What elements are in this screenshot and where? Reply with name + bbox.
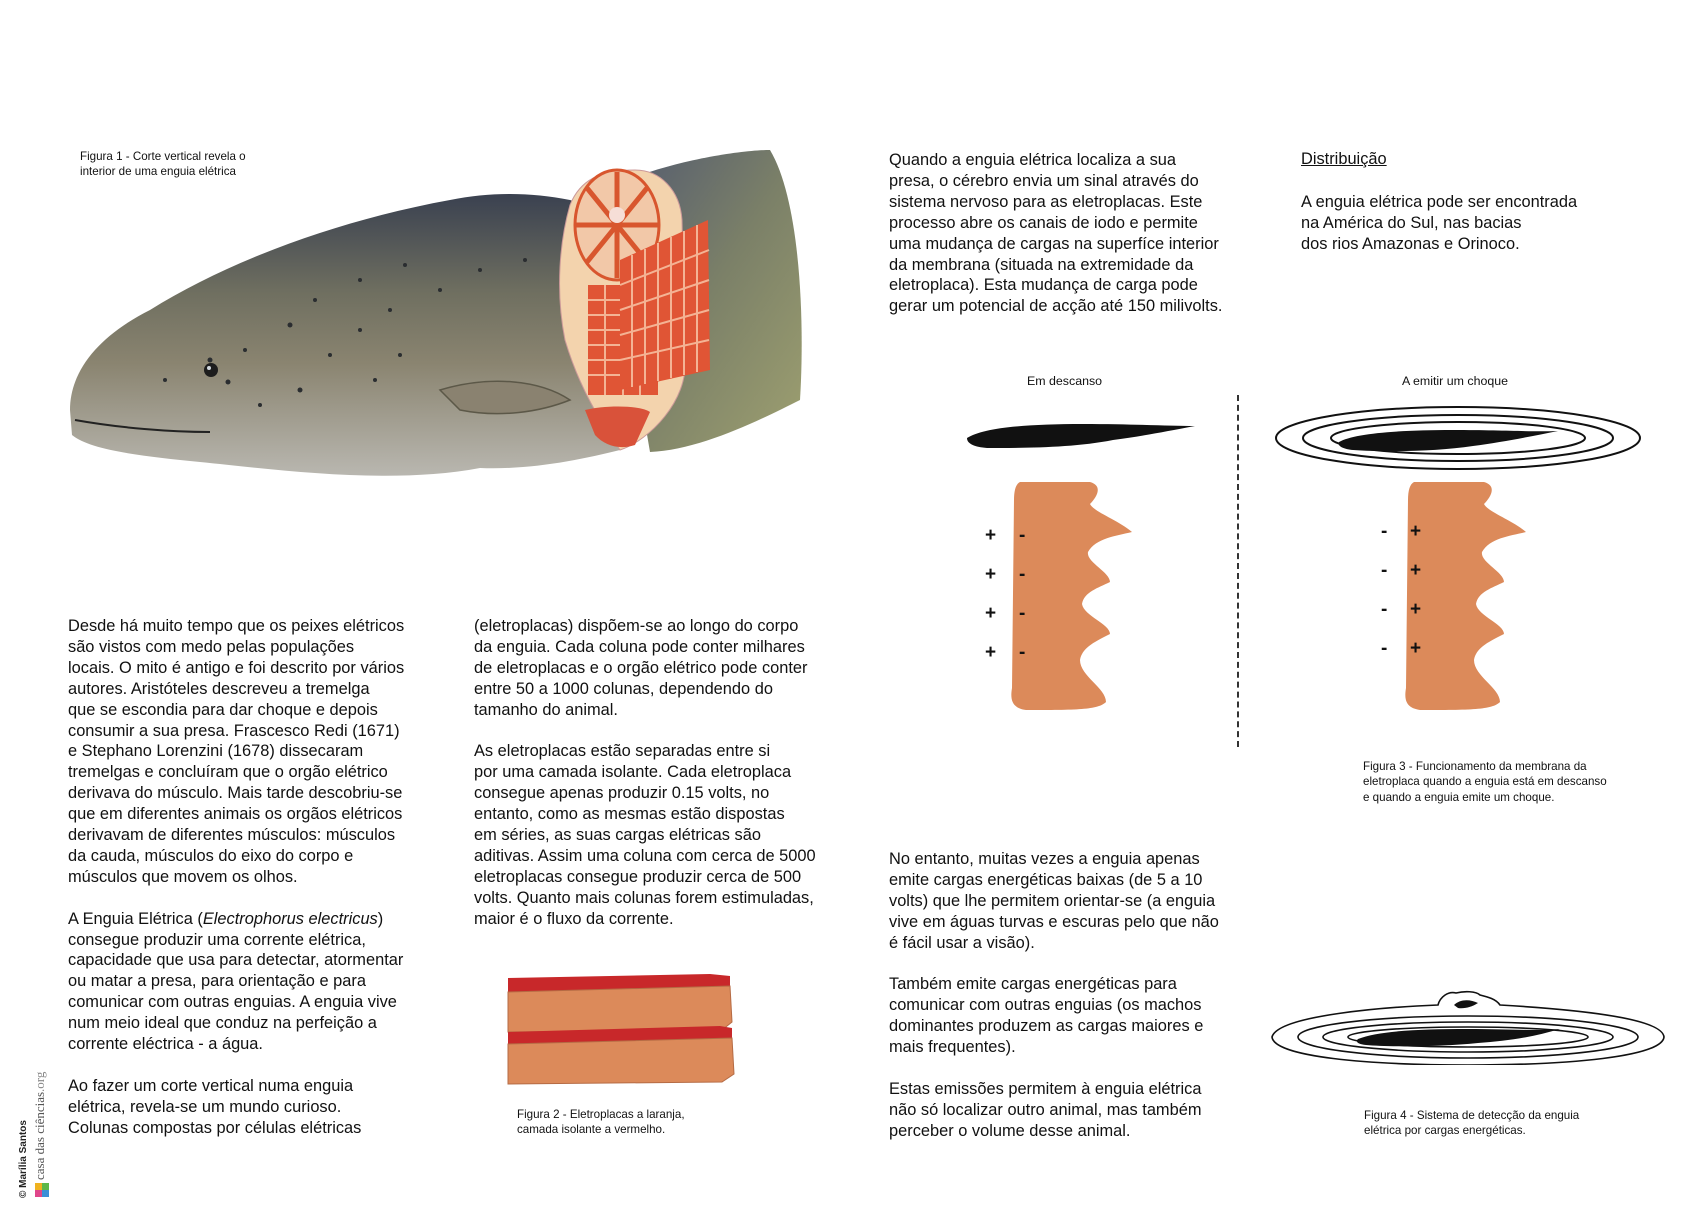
distribution-heading: Distribuição: [1301, 150, 1387, 168]
prey-fish-icon: [1454, 1000, 1478, 1008]
shock-inner-sign: +: [1410, 599, 1422, 620]
rest-outer-sign: +: [985, 525, 997, 546]
label-rest: Em descanso: [1027, 374, 1103, 388]
column1-paragraph2-suffix: ): [377, 909, 384, 928]
shock-outer-sign: -: [1381, 560, 1388, 581]
shock-outer-sign: -: [1381, 638, 1388, 659]
membrane-rest: [1006, 480, 1136, 712]
figure3-caption: Figura 3 - Funcionamento da membrana da eletroplaca quando a enguia está em descanso e quando a enguia emite um choque.: [1363, 760, 1607, 804]
credit-site-tld: .org: [32, 1071, 47, 1092]
column2-text: [474, 616, 874, 930]
electroplate-stack-top: [508, 974, 732, 1032]
shock-inner-sign: +: [1410, 638, 1422, 659]
column3-paragraph3: Também emite cargas energéticas para comunicar com outras enguias (os machos dominantes produzem as cargas maiores e mais frequentes).: [889, 975, 1204, 1057]
eel-head-body: [70, 194, 620, 476]
figure4-detection-system: [1268, 985, 1668, 1065]
column2-paragraph1: (eletroplacas) dispõem-se ao longo do corpo da enguia. Cada coluna pode conter milhares de eletroplacas e o orgão elétrico pode conter entre 50 a 1000 colunas, dependendo do tamanho do animal.: [474, 617, 808, 719]
column3-paragraph4: Estas emissões permitem à enguia elétrica não só localizar outro animal, mas também perceber o volume desse animal.: [889, 1079, 1202, 1140]
column3-paragraph1: Quando a enguia elétrica localiza a sua presa, o cérebro envia um sinal através do sistema nervoso para as eletroplacas. Este processo abre os canais de iodo e permite uma mudança de cargas na superfíce interior da membrana (situada na extremidade da eletroplaca). Esta mudança de carga pode gerar um potencial de acção até 150 milivolts.: [889, 151, 1223, 316]
shock-inner-sign: +: [1410, 521, 1422, 542]
column1-paragraph2-rest: consegue produzir uma corrente elétrica, capacidade que usa para detectar, atormentar ou matar a presa, para orientação e para comunicar com outras enguias. A enguia vive num meio ideal que conduz na perfeição a corrente eléctrica - a água.: [68, 930, 404, 1054]
membrane-shock: [1400, 480, 1530, 712]
rest-inner-sign: -: [1019, 603, 1026, 624]
casa-logo-icon: [35, 1183, 49, 1197]
credit-author: © Marília Santos: [18, 1120, 29, 1198]
column3-lower-text: [889, 849, 1289, 1142]
svg-text:casa das ciências.org: [32, 1071, 47, 1180]
rest-inner-sign: -: [1019, 564, 1026, 585]
rest-inner-sign: -: [1019, 525, 1026, 546]
eel-body-shock: [1339, 430, 1558, 451]
eel-cutaway-illustration: [60, 150, 820, 510]
electroplate-stack-bottom: [508, 1026, 734, 1084]
figure1-caption: Figura 1 - Corte vertical revela o interior de uma enguia elétrica: [80, 150, 246, 179]
shock-outer-sign: -: [1381, 599, 1388, 620]
eel-eye: [204, 363, 218, 377]
species-name: Electrophorus electricus: [202, 909, 378, 928]
credit-site-name: casa das ciências: [32, 1091, 47, 1180]
distribution-paragraph: A enguia elétrica pode ser encontrada na América do Sul, nas bacias dos rios Amazonas e Orinoco.: [1301, 193, 1578, 253]
label-shock: A emitir um choque: [1402, 374, 1509, 388]
shock-outer-sign: -: [1381, 521, 1388, 542]
rest-outer-sign: +: [985, 564, 997, 585]
column1-paragraph2: [68, 909, 468, 1055]
shock-inner-sign: +: [1410, 560, 1422, 581]
credit-vertical-text: [14, 1020, 50, 1200]
column1-paragraph3: Ao fazer um corte vertical numa enguia elétrica, revela-se um mundo curioso. Colunas compostas por células elétricas: [68, 1076, 362, 1137]
eel-body-detection: [1357, 1029, 1560, 1046]
rest-inner-sign: -: [1019, 642, 1026, 663]
column3-paragraph2: No entanto, muitas vezes a enguia apenas emite cargas energéticas baixas (de 5 a 10 volts) que lhe permitem orientar-se (a enguia vive em águas turvas e escuras pelo que não é fácil usar a visão).: [889, 850, 1219, 952]
figure4-caption: Figura 4 - Sistema de detecção da enguia elétrica por cargas energéticas.: [1364, 1109, 1580, 1138]
figure3-divider: [1237, 395, 1239, 747]
column1-text: [68, 616, 468, 1139]
figure2-electroplates: [500, 970, 760, 1090]
figure2-caption: Figura 2 - Eletroplacas a laranja, camada isolante a vermelho.: [517, 1108, 685, 1137]
eel-silhouette-shock: [1273, 404, 1643, 472]
rest-outer-sign: +: [985, 603, 997, 624]
column2-paragraph2: As eletroplacas estão separadas entre si por uma camada isolante. Cada eletroplaca consegue apenas produzir 0.15 volts, no entanto, como as mesmas estão dispostas em séries, as suas cargas elétricas são aditivas. Assim uma coluna com cerca de 5000 eletroplacas consegue produzir cerca de 500 volts. Quanto mais colunas forem estimuladas, maior é o fluxo da corrente.: [474, 742, 816, 928]
eel-silhouette-rest: [963, 418, 1198, 452]
credit-block: [14, 1020, 50, 1200]
column1-paragraph2-prefix: A Enguia Elétrica (: [68, 909, 203, 928]
column1-paragraph1: Desde há muito tempo que os peixes elétricos são vistos com medo pelas populações locais. O mito é antigo e foi descrito por vários autores. Aristóteles descreveu a tremelga que se escondia para dar choque e depois consumir a sua presa. Frascesco Redi (1671) e Stephano Lorenzini (1678) dissecaram tremelgas e concluíram que o orgão elétrico derivava do músculo. Mais tarde descobriu-se que em diferentes animais os orgãos elétricos derivavam de diferentes músculos: músculos da cauda, músculos do eixo do corpo e músculos que movem os olhos.: [68, 617, 405, 886]
rest-outer-sign: +: [985, 642, 997, 663]
